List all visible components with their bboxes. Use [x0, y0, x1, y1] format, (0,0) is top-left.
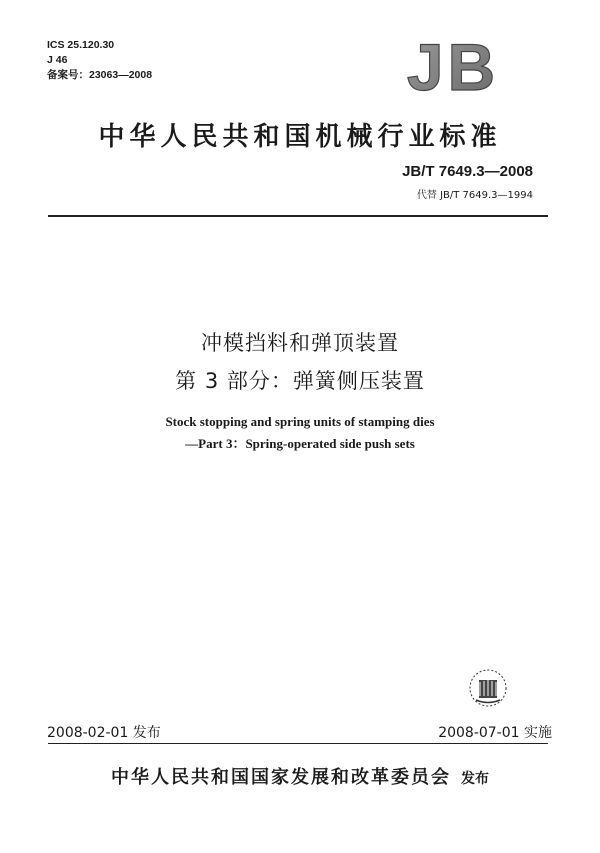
standard-type-title: 中华人民共和国机械行业标准 — [98, 122, 502, 152]
issuer-line — [0, 763, 600, 789]
filing-number: 备案号：23063—2008 — [47, 69, 153, 81]
document-title-zh-line2: 第 3 部分：弹簧侧压装置 — [175, 369, 425, 393]
document-title-en-line2: —Part 3：Spring-operated side push sets — [185, 436, 415, 451]
standard-number: JB/T 7649.3—2008 — [402, 163, 533, 180]
header-divider — [48, 215, 548, 217]
document-title-en-line1: Stock stopping and spring units of stamping dies — [165, 414, 435, 429]
issue-date: 2008-02-01 发布 — [47, 725, 161, 741]
document-title-zh-line1: 冲模挡料和弹顶装置 — [201, 331, 399, 355]
jb-logo — [398, 36, 508, 96]
logo-text: JB — [406, 36, 500, 96]
ics-code: ICS 25.120.30 — [47, 39, 115, 51]
replaces-standard: 代替 JB/T 7649.3—1994 — [416, 190, 533, 201]
classification-code: J 46 — [47, 54, 68, 66]
issuer-suffix: 发布 — [461, 771, 489, 787]
publisher-seal-icon — [458, 658, 518, 718]
footer-divider — [48, 743, 548, 744]
issuer-name: 中华人民共和国国家发展和改革委员会 — [111, 767, 451, 788]
implementation-date: 2008-07-01 实施 — [438, 725, 552, 741]
